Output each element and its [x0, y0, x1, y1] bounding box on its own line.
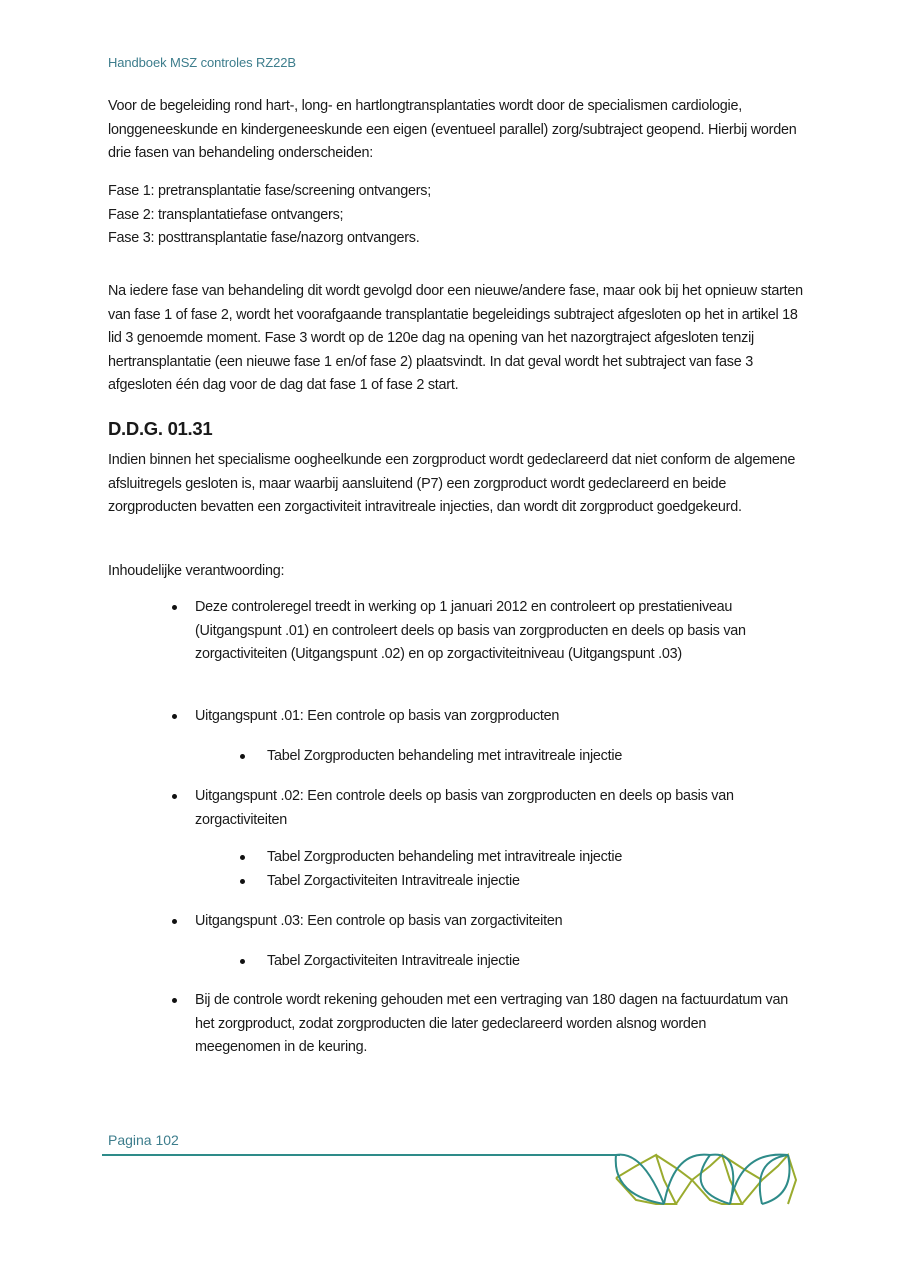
- list-item: [0, 596, 795, 667]
- sub-list-item-text: Tabel Zorgproducten behandeling met intravitreale injectie: [267, 849, 623, 865]
- sub-bullet-list: [0, 950, 900, 974]
- list-item: [0, 705, 795, 729]
- running-header: Handboek MSZ controles RZ22B: [108, 55, 296, 70]
- bullet-icon: [172, 998, 177, 1003]
- list-item-text: Deze controleregel treedt in werking op 1 januari 2012 en controleert op prestatieniveau (Uitgangspunt .01) en controleert deels op basis van zorgproducten en deels op basis van zorgactiviteiten (Uitgangspunt .02) en op zorgactiviteitniveau (Uitgangspunt .03): [195, 599, 746, 662]
- bullet-list: [0, 596, 900, 667]
- sub-list-item-text: Tabel Zorgproducten behandeling met intravitreale injectie: [267, 748, 623, 764]
- bullet-icon: [240, 855, 245, 860]
- section-heading: D.D.G. 01.31: [108, 418, 213, 439]
- phase-item: Fase 2: transplantatiefase ontvangers;: [108, 206, 344, 223]
- page-number: Pagina 102: [108, 1132, 179, 1148]
- footer-divider: [102, 1154, 620, 1156]
- phase-item: Fase 1: pretransplantatie fase/screening ontvangers;: [108, 183, 431, 199]
- bullet-list: [0, 989, 900, 1060]
- bullet-icon: [172, 919, 177, 924]
- sub-list-item: [0, 745, 797, 769]
- sub-list-item-text: Tabel Zorgactiviteiten Intravitreale injectie: [267, 872, 520, 889]
- list-item: [0, 989, 795, 1060]
- list-item: [0, 785, 795, 832]
- justification-label: Inhoudelijke verantwoording:: [108, 563, 285, 579]
- phase-item: Fase 3: posttransplantatie fase/nazorg ontvangers.: [108, 230, 420, 246]
- sub-list-item: [0, 870, 797, 894]
- bullet-icon: [240, 879, 245, 884]
- bullet-icon: [172, 605, 177, 610]
- sub-list-item: [0, 950, 797, 974]
- sub-list-item-text: Tabel Zorgactiviteiten Intravitreale injectie: [267, 953, 520, 969]
- list-item-text: Uitgangspunt .02: Een controle deels op basis van zorgproducten en deels op basis van zorgactiviteiten: [195, 788, 734, 828]
- list-item-text: Bij de controle wordt rekening gehouden met een vertraging van 180 dagen na factuurdatum van het zorgproduct, zodat zorgproducten die later gedeclareerd worden alsnog worden meegenomen in de keuring.: [195, 992, 789, 1055]
- sub-list-item: [0, 846, 797, 870]
- bullet-icon: [240, 754, 245, 759]
- section-paragraph: Indien binnen het specialisme oogheelkunde een zorgproduct wordt gedeclareerd dat niet conform de algemene afsluitregels gesloten is, maar waarbij aansluitend (P7) een zorgproduct wordt gedeclareerd en beide zorgproducten bevatten een zorgactiviteit intravitreale injecties, dan wordt dit zorgproduct goedgekeurd.: [108, 452, 796, 515]
- list-item-text: Uitgangspunt .03: Een controle op basis van zorgactiviteiten: [195, 913, 563, 929]
- bullet-icon: [240, 959, 245, 964]
- decorative-lattice-logo-icon: [612, 1150, 802, 1208]
- intro-paragraph: Voor de begeleiding rond hart-, long- en hartlongtransplantaties wordt door de specialismen cardiologie, longgeneeskunde en kindergeneeskunde een eigen (eventueel parallel) zorg/subtraject geopend. Hierbij worden drie fasen van behandeling onderscheiden:: [108, 98, 797, 161]
- list-item-text: Uitgangspunt .01: Een controle op basis van zorgproducten: [195, 708, 560, 724]
- bullet-icon: [172, 714, 177, 719]
- bullet-list: [0, 705, 900, 729]
- sub-bullet-list: [0, 846, 900, 893]
- bullet-list: [0, 785, 900, 832]
- bullet-icon: [172, 794, 177, 799]
- bullet-list: [0, 910, 900, 934]
- phase-closing-paragraph: Na iedere fase van behandeling dit wordt gevolgd door een nieuwe/andere fase, maar ook bij het opnieuw starten van fase 1 of fase 2, wordt het voorafgaande transplantatie begeleidings subtraject afgesloten op het in artikel 18 lid 3 genoemde moment. Fase 3 wordt op de 120e dag na opening van het nazorgtraject afgesloten tenzij hertransplantatie (een nieuwe fase 1 en/of fase 2) plaatsvindt. In dat geval wordt het subtraject van fase 3 afgesloten één dag voor de dag dat fase 1 of fase 2 start.: [108, 283, 803, 393]
- list-item: [0, 910, 795, 934]
- sub-bullet-list: [0, 745, 900, 769]
- phase-list: [108, 180, 431, 251]
